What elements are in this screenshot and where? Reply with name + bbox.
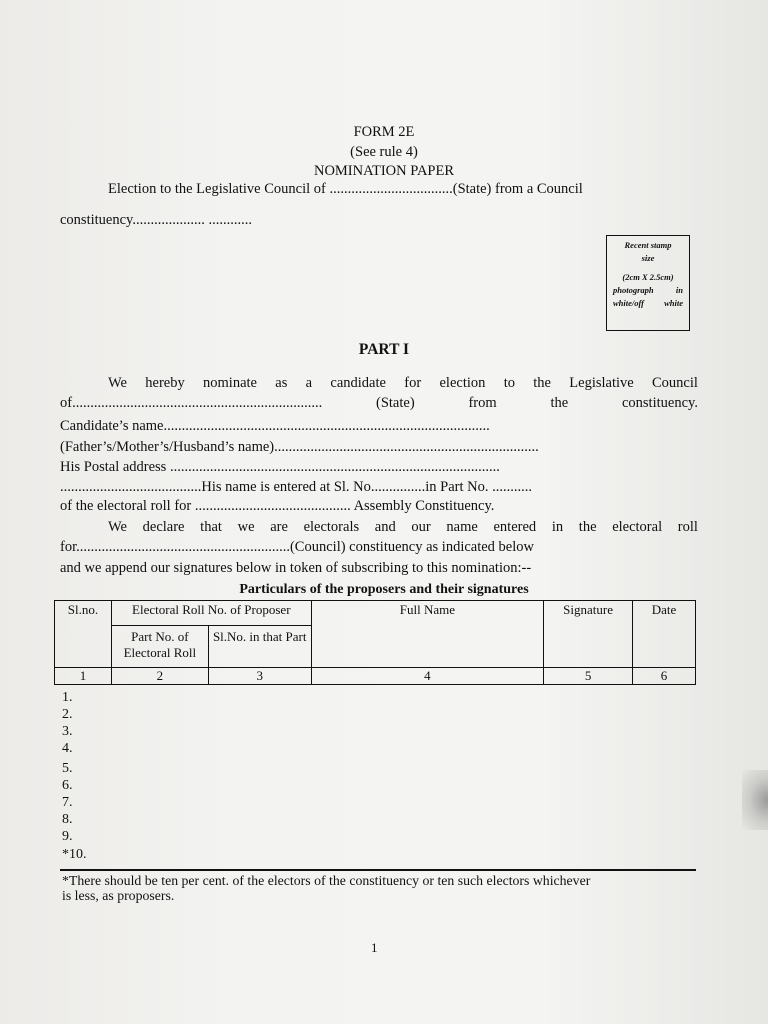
word: in (551, 519, 564, 535)
proposers-table (54, 600, 696, 685)
word: We (108, 375, 127, 391)
proposer-row-number[interactable]: 5. (62, 761, 73, 776)
serial-part-field[interactable]: .......................................His name is entered at Sl. No...............in Part No. ........... (60, 479, 533, 495)
word: to (503, 375, 515, 391)
index-cell: 6 (633, 668, 696, 685)
proposer-row-number[interactable]: 1. (62, 690, 73, 705)
proposer-row-number[interactable]: 7. (62, 795, 73, 810)
word: from (468, 395, 497, 411)
state-blank[interactable]: .................................. (329, 181, 453, 197)
photo-label-4: photograph in (613, 285, 683, 295)
footnote-divider (60, 869, 696, 871)
word: a (305, 375, 313, 391)
word: constituency. (621, 395, 698, 411)
index-cell: 5 (544, 668, 633, 685)
word: we (237, 519, 255, 535)
photo-label-1: Recent stamp (624, 240, 672, 250)
header-electoral-roll: Electoral Roll No. of Proposer (111, 601, 311, 626)
para2-line1 (108, 519, 698, 536)
word: of..................................................................... (60, 395, 323, 411)
document-title: NOMINATION PAPER (313, 163, 455, 179)
word: the (533, 375, 551, 391)
proposer-row-number[interactable]: 2. (62, 707, 73, 722)
part-title: PART I (358, 341, 410, 358)
postal-label: His Postal address (60, 459, 167, 475)
word: that (200, 519, 222, 535)
photo-label-5: white/off white (613, 298, 683, 308)
page-edge-shadow (742, 770, 768, 830)
index-cell: 4 (311, 668, 544, 685)
form-number: FORM 2E (353, 124, 415, 140)
word: electoral (612, 519, 663, 535)
proposer-row-number[interactable]: 8. (62, 812, 73, 827)
constituency-blank[interactable]: constituency.................... ............ (60, 212, 252, 228)
header-signature: Signature (544, 601, 633, 668)
proposer-row-number[interactable]: *10. (62, 847, 87, 862)
word: Legislative (569, 375, 634, 391)
parent-name-field[interactable]: (Father’s/Mother’s/Husband’s name)......................................................................... (60, 439, 539, 455)
header-full-name: Full Name (311, 601, 544, 668)
page-number: 1 (371, 940, 378, 955)
header-sl-in-part: Sl.No. in that Part (208, 626, 311, 668)
candidate-name-field[interactable]: Candidate’s name.......................................................................................... (60, 418, 490, 434)
word: are (270, 519, 288, 535)
proposer-row-number[interactable]: 6. (62, 778, 73, 793)
word: (State) (376, 395, 415, 411)
word: nominate (203, 375, 257, 391)
word: declare (142, 519, 185, 535)
word: election (439, 375, 486, 391)
table-caption: Particulars of the proposers and their signatures (239, 582, 529, 597)
footnote-line2: is less, as proposers. (62, 888, 175, 903)
para2-line3: and we append our signatures below in token of subscribing to this nomination:-- (60, 560, 532, 576)
word: for (404, 375, 422, 391)
postal-dots: ........................................................................................... (169, 459, 500, 475)
photo-placeholder[interactable] (606, 235, 690, 331)
word: candidate (330, 375, 386, 391)
word: the (578, 519, 597, 535)
word: Council (652, 375, 698, 391)
election-line (108, 181, 583, 198)
footnote-line1: *There should be ten per cent. of the electors of the constituency or ten such electors whichever (62, 873, 591, 888)
index-cell: 3 (208, 668, 311, 685)
rule-reference: (See rule 4) (350, 144, 418, 160)
proposer-row-number[interactable]: 3. (62, 724, 73, 739)
assembly-constituency-field[interactable]: of the electoral roll for ........................................... Assembly Constituency. (60, 498, 495, 514)
word: name (446, 519, 478, 535)
proposer-row-number[interactable]: 9. (62, 829, 73, 844)
word: the (550, 395, 569, 411)
word: our (411, 519, 431, 535)
para1-line2 (60, 395, 698, 412)
photo-label-2: size (641, 253, 655, 263)
word: electorals (303, 519, 360, 535)
postal-address-field[interactable] (60, 459, 500, 476)
table-header-row (55, 601, 696, 626)
word: hereby (145, 375, 185, 391)
para1-line1 (108, 375, 698, 392)
header-part-no: Part No. of Electoral Roll (111, 626, 208, 668)
word: entered (493, 519, 537, 535)
word: We (108, 519, 127, 535)
election-text-tail: (State) from a Council (452, 181, 583, 197)
word: roll (677, 519, 698, 535)
header-date: Date (633, 601, 696, 668)
table-index-row (55, 668, 696, 685)
council-constituency-field[interactable]: for...........................................................(Council) constituency as indicated below (60, 539, 534, 555)
header-slno: Sl.no. (55, 601, 112, 668)
photo-label-3: (2cm X 2.5cm) (622, 272, 674, 282)
index-cell: 2 (111, 668, 208, 685)
word: and (374, 519, 396, 535)
election-text: Election to the Legislative Council of (108, 181, 330, 197)
proposer-row-number[interactable]: 4. (62, 741, 73, 756)
word: as (275, 375, 288, 391)
index-cell: 1 (55, 668, 112, 685)
